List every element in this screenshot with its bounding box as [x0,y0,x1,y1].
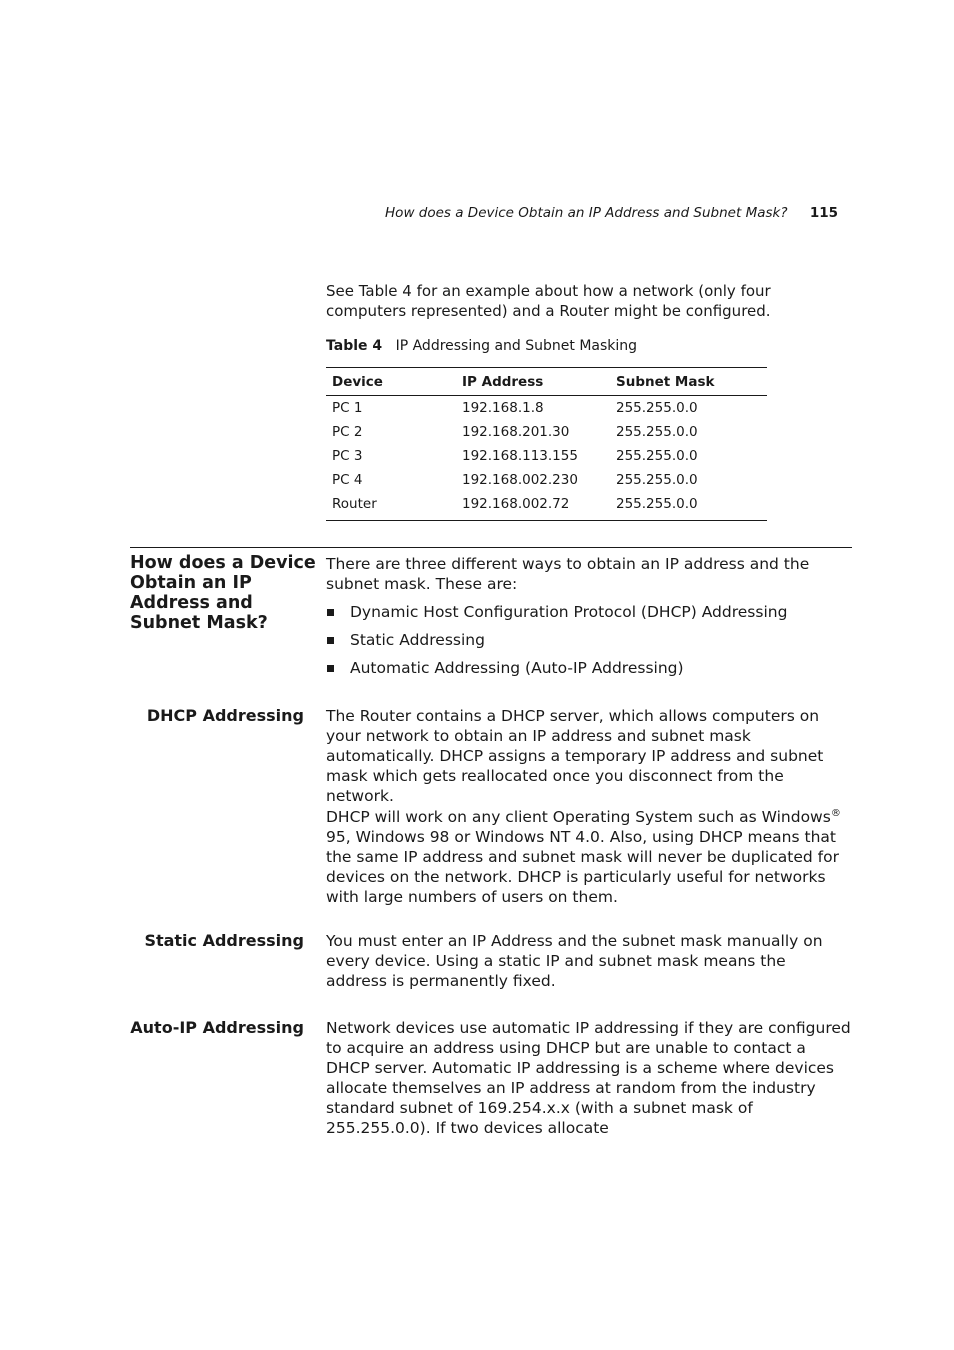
column-header-subnet-mask: Subnet Mask [610,368,767,396]
column-header-ip-address: IP Address [456,368,610,396]
static-paragraph: You must enter an IP Address and the subnet mask manually on every device. Using a static IP and subnet mask means the address is permanently fixed. [326,932,823,990]
cell-ip-address: 192.168.002.230 [462,472,578,488]
column-header-device: Device [326,368,456,396]
table-header-row [326,368,767,396]
auto-ip-addressing-heading: Auto-IP Addressing [130,1018,304,1037]
cell-device: PC 3 [332,448,363,464]
cell-ip-address: 192.168.113.155 [462,448,578,464]
section-divider [130,547,852,548]
cell-device: PC 1 [332,400,363,416]
section-body [326,554,852,686]
table-row [326,492,767,521]
list-item [326,630,852,658]
table-caption [326,338,637,354]
registered-mark: ® [830,808,841,819]
list-item-text: Automatic Addressing (Auto-IP Addressing) [350,659,684,677]
ip-addressing-table [326,367,767,521]
static-addressing-heading: Static Addressing [144,931,304,950]
page-number: 115 [809,205,838,221]
dhcp-paragraph-2-start: DHCP will work on any client Operating System such as Windows [326,808,831,827]
cell-ip-address: 192.168.1.8 [462,400,544,416]
table-caption-label: Table 4 [326,338,383,354]
intro-paragraph: See Table 4 for an example about how a network (only four computers represented) and a Router might be configured. [326,282,771,320]
table-row [326,396,767,421]
cell-ip-address: 192.168.002.72 [462,496,570,512]
list-item [326,658,852,686]
dhcp-paragraph-1: The Router contains a DHCP server, which allows computers on your network to obtain an IP address and subnet mask automatically. DHCP assigns a temporary IP address and subnet mask which gets reallocated once you disconnect from the network. [326,707,824,805]
cell-subnet-mask: 255.255.0.0 [616,400,698,416]
cell-device: Router [332,496,377,512]
auto-ip-paragraph: Network devices use automatic IP addressing if they are configured to acquire an address using DHCP but are unable to contact a DHCP server. Automatic IP addressing is a scheme where devices allocate themselves an IP address at random from the industry standard subnet of 169.254.x.x (with a subnet mask of 255.255.0.0). If two devices allocate [326,1019,851,1137]
bullet-square-icon [327,665,334,672]
cell-ip-address: 192.168.201.30 [462,424,570,440]
dhcp-addressing-heading: DHCP Addressing [146,706,304,725]
table-row [326,420,767,444]
cell-subnet-mask: 255.255.0.0 [616,424,698,440]
bullet-square-icon [327,637,334,644]
table-row [326,444,767,468]
dhcp-paragraph-2-end: 95, Windows 98 or Windows NT 4.0. Also, using DHCP means that the same IP address and subnet mask will never be duplicated for devices on the network. DHCP is particularly useful for networks with large numbers of users on them. [326,828,839,907]
cell-subnet-mask: 255.255.0.0 [616,496,698,512]
cell-subnet-mask: 255.255.0.0 [616,472,698,488]
addressing-methods-list [326,602,852,686]
list-item [326,602,852,630]
table-caption-title: IP Addressing and Subnet Masking [395,338,638,354]
cell-subnet-mask: 255.255.0.0 [616,448,698,464]
running-header [385,205,838,221]
bullet-square-icon [327,609,334,616]
cell-device: PC 2 [332,424,363,440]
dhcp-paragraph-2 [326,804,854,907]
section-intro-paragraph: There are three different ways to obtain an IP address and the subnet mask. These are: [326,555,810,593]
list-item-text: Dynamic Host Configuration Protocol (DHCP) Addressing [350,603,788,621]
table-row [326,468,767,492]
section-heading: How does a Device Obtain an IP Address and Subnet Mask? [130,553,316,633]
cell-device: PC 4 [332,472,363,488]
list-item-text: Static Addressing [350,631,485,649]
running-header-title: How does a Device Obtain an IP Address and Subnet Mask? [385,205,788,221]
